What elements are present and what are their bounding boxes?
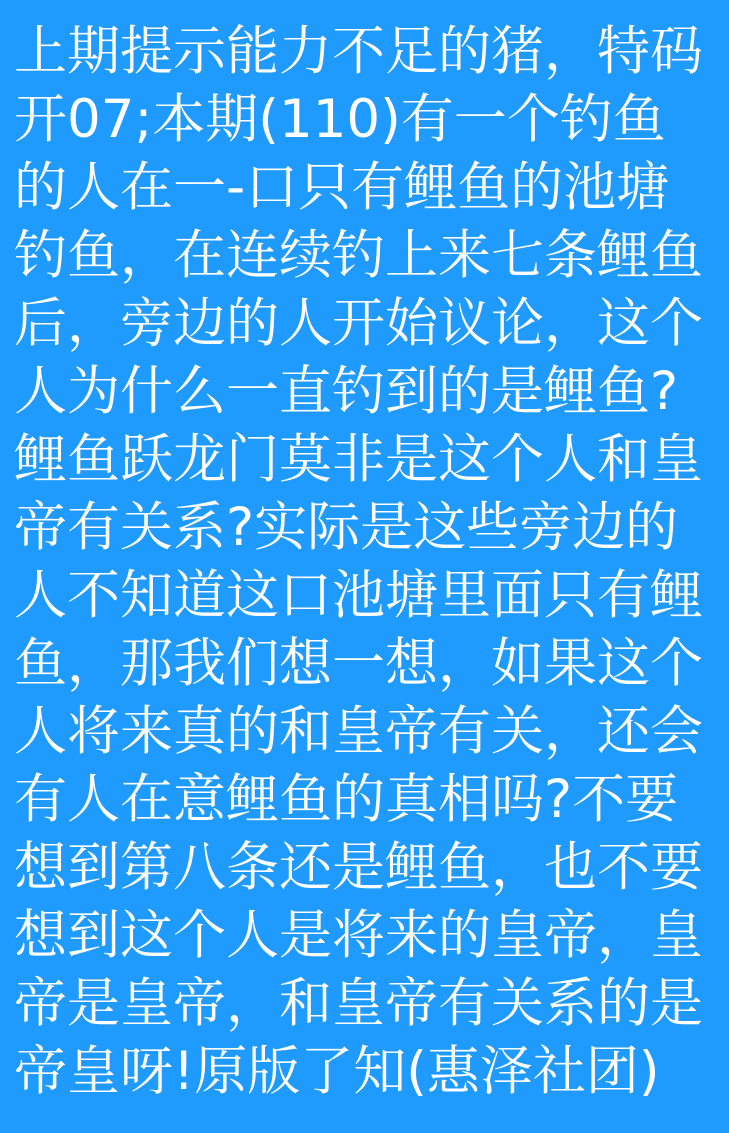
page-body-text: 上期提示能力不足的猪，特码开07;本期(110)有一个钓鱼的人在一-口只有鲤鱼的池塘钓鱼，在连续钓上来七条鲤鱼后，旁边的人开始议论，这个人为什么一直钓到的是鲤鱼?鲤鱼跃龙门莫非是这个人和皇帝有关系?实际是这些旁边的人不知道这口池塘里面只有鲤鱼，那我们想一想，如果这个人将来真的和皇帝有关，还会有人在意鲤鱼的真相吗?不要想到第八条还是鲤鱼，也不要想到这个人是将来的皇帝，皇帝是皇帝，和皇帝有关系的是帝皇呀!原版了知(惠泽社团) bbox=[14, 21, 703, 1102]
